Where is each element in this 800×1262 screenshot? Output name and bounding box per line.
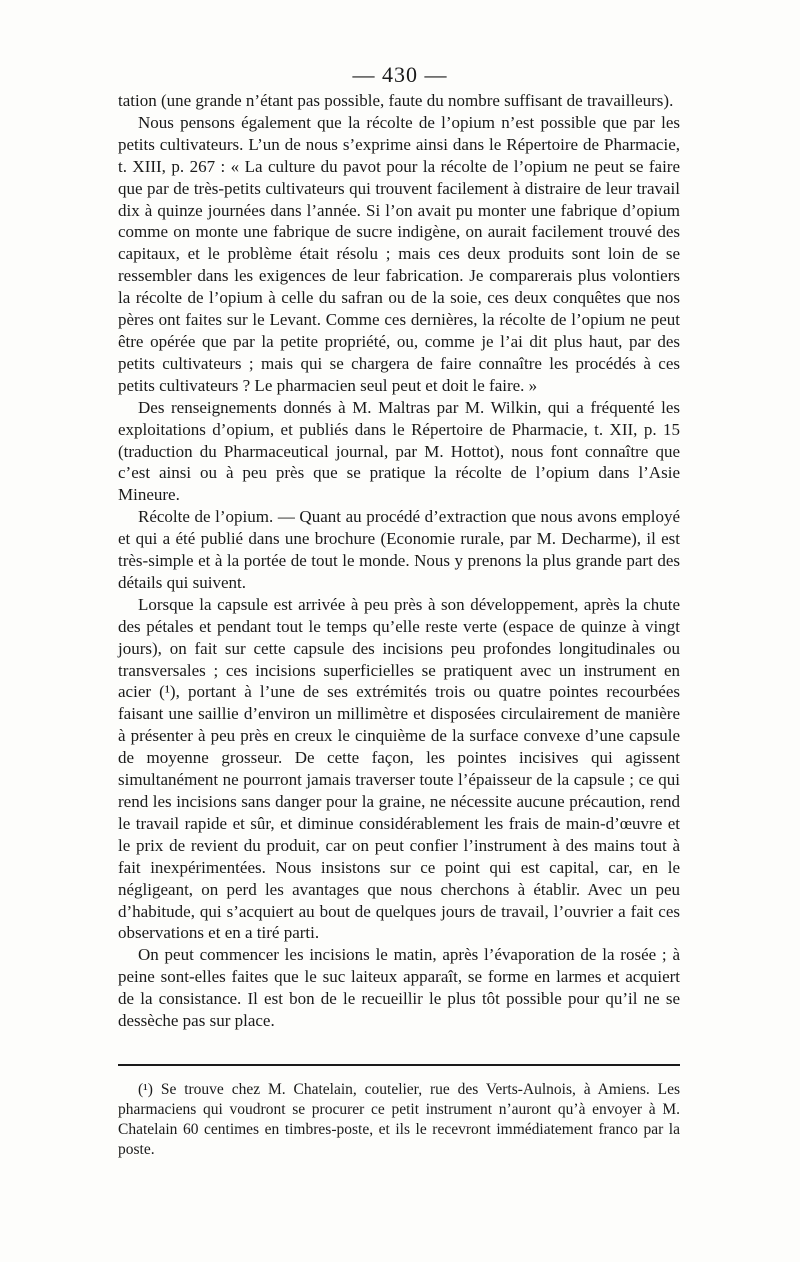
- paragraph-4: Récolte de l’opium. — Quant au procédé d’extraction que nous avons employé et qui a été publié dans une brochure (Economie rurale, par M. Decharme), il est très-simple et à la portée de tout le monde. Nous y prenons la plus grande part des détails qui suivent.: [118, 507, 680, 592]
- footnote: (¹) Se trouve chez M. Chatelain, coutelier, rue des Verts-Aulnois, à Amiens. Les pharmaciens qui voudront se procurer ce petit instrument n’auront qu’à envoyer à M. Chatelain 60 centimes en timbres-poste, et ils le recevront immédiatement franco par la poste.: [118, 1081, 680, 1158]
- paragraph-1: tation (une grande n’étant pas possible, faute du nombre suffisant de travailleurs).: [118, 91, 674, 110]
- footnote-divider: [118, 1064, 680, 1066]
- paragraph-3: Des renseignements donnés à M. Maltras par M. Wilkin, qui a fréquenté les exploitations d’opium, et publiés dans le Répertoire de Pharmacie, t. XII, p. 15 (traduction du Pharmaceutical journal, par M. Hottot), nous font connaître que c’est ainsi ou à peu près que se pratique la récolte de l’opium dans l’Asie Mineure.: [118, 397, 680, 505]
- page-number: — 430 —: [352, 62, 448, 87]
- paragraph-6: On peut commencer les incisions le matin, après l’évaporation de la rosée ; à peine sont-elles faites que le suc laiteux apparaît, se forme en larmes et acquiert de la consistance. Il est bon de le recueillir le plus tôt possible pour qu’il ne se dessèche pas sur place.: [118, 945, 680, 1031]
- paragraph-2: Nous pensons également que la récolte de l’opium n’est possible que par les petits cultivateurs. L’un de nous s’exprime ainsi dans le Répertoire de Pharmacie, t. XIII, p. 267 : « La culture du pavot pour la récolte de l’opium ne peut se faire que par de très-petits cultivateurs qui trouvent facilement à distraire de leur travail dix à quinze journées dans l’année. Si l’on avait pu monter une fabrique d’opium comme on monte une fabrique de sucre indigène, on aurait facilement trouvé des capitaux, et le problème était résolu ; mais ces deux produits sont loin de se ressembler dans les exigences de leur fabrication. Je comparerais plus volontiers la récolte de l’opium à celle du safran ou de la soie, ces deux conquêtes que nos pères ont faites sur le Levant. Comme ces dernières, la récolte de l’opium ne peut être opérée que par la petite propriété, ou, comme je l’ai dit plus haut, par des petits cultivateurs ; mais qui se chargera de faire connaître les procédés à ces petits cultivateurs ? Le pharmacien seul peut et doit le faire. »: [118, 112, 680, 395]
- paragraph-5: Lorsque la capsule est arrivée à peu près à son développement, après la chute des pétales et pendant tout le temps qu’elle reste verte (espace de quinze à vingt jours), on fait sur cette capsule des incisions peu profondes longitudinales ou transversales ; ces incisions superficielles se pratiquent avec un instrument en acier (¹), portant à l’une de ses extrémités trois ou quatre pointes recourbées faisant une saillie d’environ un millimètre et disposées circulairement de manière à présenter à peu près en creux le cinquième de la surface convexe d’une capsule de moyenne grosseur. De cette façon, les pointes incisives qui agissent simultanément ne pourront jamais traverser toute l’épaisseur de la capsule ; ce qui rend les incisions sans danger pour la graine, ne nécessite aucune précaution, rend le travail rapide et sûr, et diminue considérablement les frais de main-d’œuvre et le prix de revient du produit, car on peut confier l’instrument à des mains tout à fait inexpérimentées. Nous insistons sur ce point qui est capital, car, en le négligeant, on perd les avantages que nous cherchons à établir. Avec un peu d’habitude, qui s’acquiert au bout de quelques jours de travail, l’ouvrier a fait ces observations et en a tiré parti.: [118, 594, 680, 943]
- main-text: [118, 90, 680, 1032]
